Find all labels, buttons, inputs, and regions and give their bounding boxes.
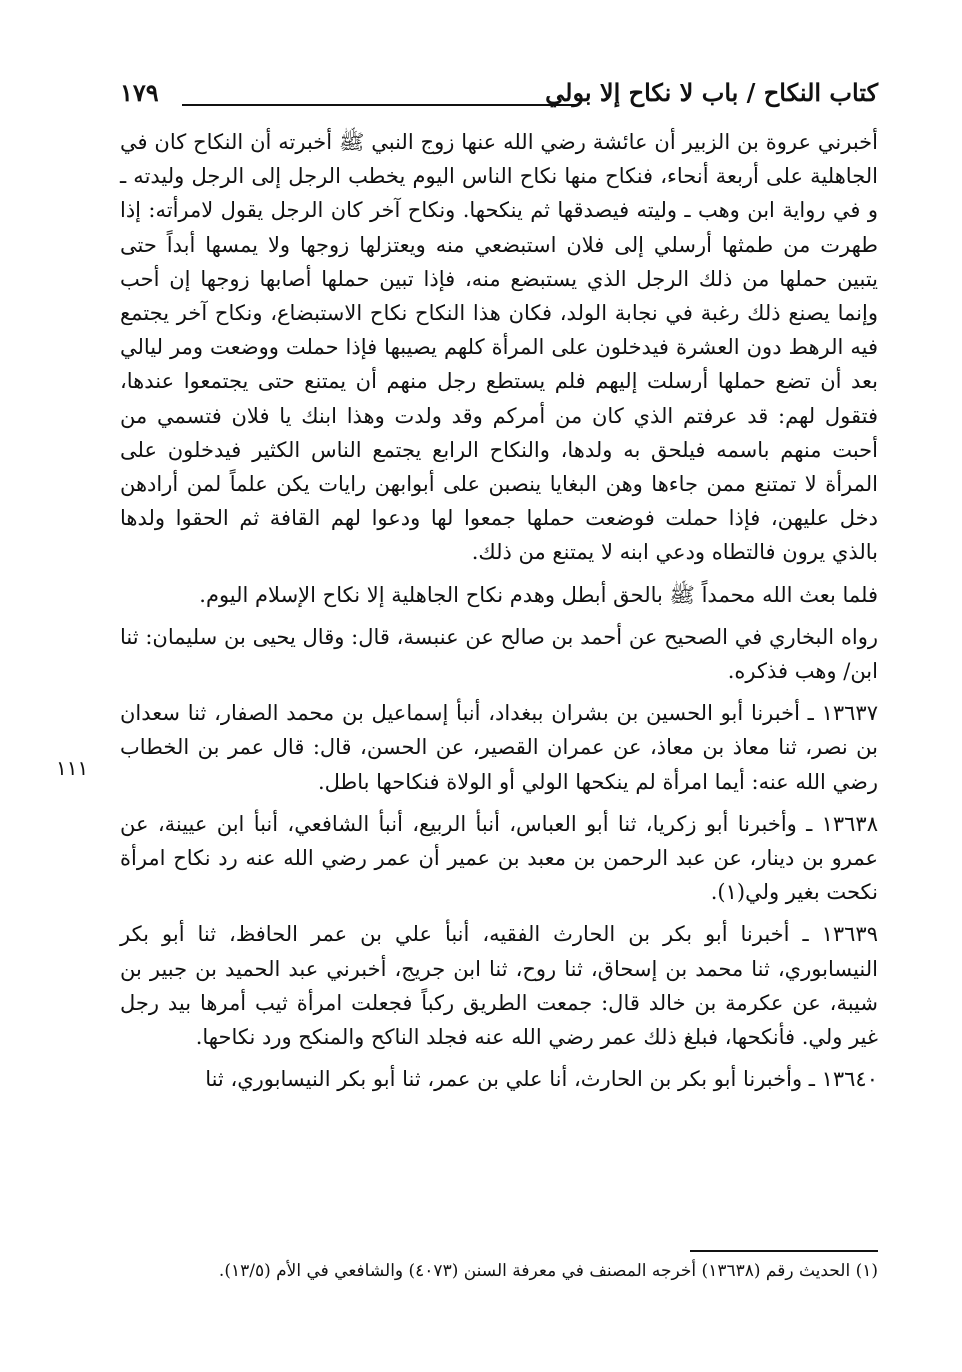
paragraph-hadith-13640: ١٣٦٤٠ ـ وأخبرنا أبو بكر بن الحارث، أنا علي بن عمر، ثنا أبو بكر النيسابوري، ثنا [205,1067,878,1092]
paragraph-conclusion: فلما بعث الله محمداً ﷺ بالحق أبطل وهدم نكاح الجاهلية إلا نكاح الإسلام اليوم. [199,582,878,607]
main-text [120,125,878,1104]
paragraph-hadith-aisha: أخبرني عروة بن الزبير أن عائشة رضي الله عنها زوج النبي ﷺ أخبرته أن النكاح كان في الجاهلية على أربعة أنحاء، فنكاح منها نكاح الناس اليوم يخطب الرجل إلى الرجل وليدته ـ و في رواية ابن وهب ـ وليته فيصدقها ثم ينكحها. ونكاح آخر كان الرجل يقول لامرأته: إذا طهرت من طمثها أرسلي إلى فلان استبضعي منه ويعتزلها زوجها ولا يمسها أبداً حتى يتبين حملها من ذلك الرجل الذي يستبضع منه، فإذا تبين حملها أصابها زوجها إن أحب وإنما يصنع ذلك رغبة في نجابة الولد، فكان هذا النكاح نكاح الاستبضاع، ونكاح آخر يجتمع فيه الرهط دون العشرة فيدخلون على المرأة كلهم يصيبها فإذا حملت ووضعت ومر ليالي بعد أن تضع حملها أرسلت إليهم فلم يستطع رجل منهم أن يمتنع حتى يجتمعوا عندها، فتقول لهم: قد عرفتم الذي كان من أمركم وقد ولدت وهذا ابنك يا فلان فتسمي من أحبت منهم باسمه فيلحق به ولدها، والنكاح الرابع يجتمع الناس الكثير فيدخلون على المرأة لا تمتنع ممن جاءها وهن البغايا ينصبن على أبوابهن رايات يكن علماً لمن أرادهن دخل عليهن، فإذا حملت فوضعت حملها جمعوا لها ودعوا لهم القافة ثم الحقوا ولدها بالذي يرون فالتطاه ودعي ابنه لا يمتنع من ذلك. [120,130,878,565]
margin-page-marker: ١١١ [56,756,89,780]
header-rule [182,104,578,106]
page-number: ١٧٩ [120,78,159,107]
footnote-separator [690,1250,878,1252]
header-title: كتاب النكاح / باب لا نكاح إلا بولي [545,78,878,107]
paragraph-hadith-13638: ١٣٦٣٨ ـ وأخبرنا أبو زكريا، ثنا أبو العباس، أنبأ الربيع، أنبأ الشافعي، أنبأ ابن عيينة، عن عمرو بن دينار، عن عبد الرحمن بن معبد بن عمير أن عمر رضي الله عنه رد نكاح امرأة نكحت بغير ولي(١). [120,811,878,905]
footnote: (١) الحديث رقم (١٣٦٣٨) أخرجه المصنف في معرفة السنن (٤٠٧٣) والشافعي في الأم (١٣/٥). [218,1261,878,1281]
paragraph-hadith-13637: ١٣٦٣٧ ـ أخبرنا أبو الحسين بن بشران ببغداد، أنبأ إسماعيل بن محمد الصفار، ثنا سعدان بن نصر، ثنا معاذ بن معاذ، عن عمران القصير، عن الحسن، قال: قال عمر بن الخطاب رضي الله عنه: أيما امرأة لم ينكحها الولي أو الولاة فنكاحها باطل. [120,701,878,794]
running-header [120,78,878,118]
paragraph-bukhari-note: رواه البخاري في الصحيح عن أحمد بن صالح عن عنبسة، قال: وقال يحيى بن سليمان: ثنا ابن/ وهب فذكره. [120,624,878,684]
paragraph-hadith-13639: ١٣٦٣٩ ـ أخبرنا أبو بكر بن الحارث الفقيه، أنبأ علي بن عمر الحافظ، ثنا أبو بكر النيسابوري، ثنا محمد بن إسحاق، ثنا روح، ثنا ابن جريج، أخبرني عبد الحميد بن جبير بن شيبة، عن عكرمة بن خالد قال: جمعت الطريق ركباً فجعلت امرأة ثيب أمرها بيد رجل غير ولي. فأنكحها، فبلغ ذلك عمر رضي الله عنه فجلد الناكح والمنكح ورد نكاحها. [120,922,878,1050]
